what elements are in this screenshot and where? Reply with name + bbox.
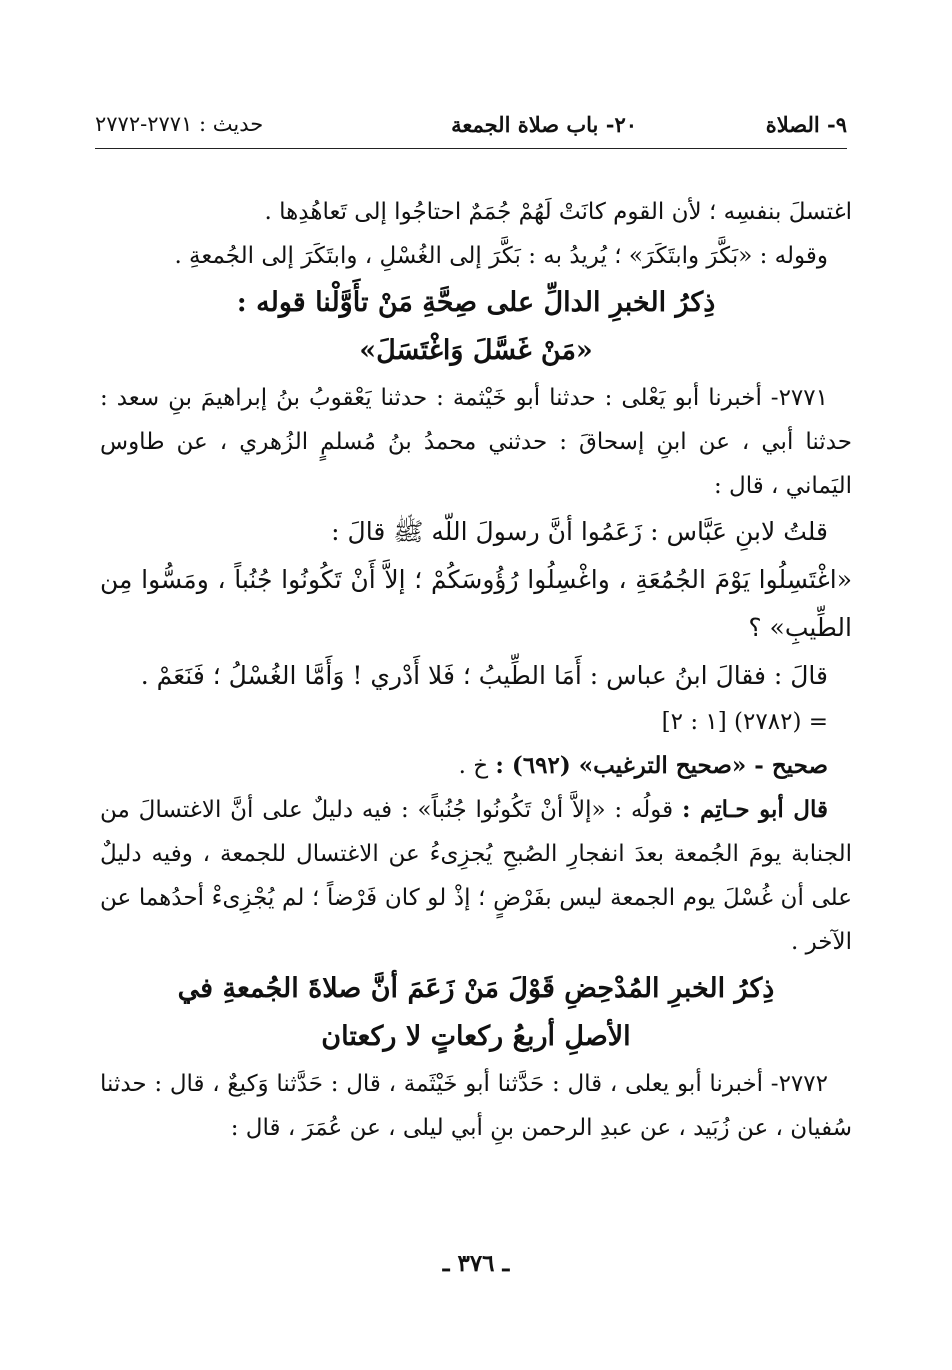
hadith-range: حديث : ٢٧٧١-٢٧٧٢ [95, 112, 264, 136]
paragraph: اغتسلَ بنفسِه ؛ لأن القوم كانَتْ لَهُمْ جُمَمٌ احتاجُوا إلى تَعاهُدِها . [264, 199, 852, 225]
page-header [95, 108, 847, 149]
section-heading: الأصلِ أربعُ ركعاتٍ لا ركعتان [321, 1021, 631, 1052]
hadith-text: قالَ : فقالَ ابنُ عباس : أَمَا الطِّيبُ ؛ فَلا أَدْري ! وَأَمَّا الغُسْلُ ؛ فَنَعَمْ . [140, 661, 828, 690]
hadith-isnad: ٢٧٧٢- أخبرنا أبو يعلى ، قال : حَدَّثنا أبو خَيْثَمة ، قال : حَدَّثنا وَكيعٌ ، قال : حدثنا سُفيان ، عن زُبَيد ، عن عبدِ الرحمن بنِ أبي ليلى ، عن عُمَرَ ، قال : [100, 1071, 852, 1141]
section-title: ٢٠- باب صلاة الجمعة [451, 112, 637, 137]
section-heading: ذِكرُ الخبرِ الدالِّ على صِحَّةِ مَنْ تأَوَّلْنا قوله : [236, 287, 716, 318]
hadith-isnad: ٢٧٧١- أخبرنا أبو يَعْلى : حدثنا أبو خَيْثمة : حدثنا يَعْقوبُ بنُ إبراهيمَ بنِ سعد : حدثنا أبي ، عن ابنِ إسحاقَ : حدثني محمدُ بنُ مُسلمٍ الزُهري ، عن طاوس اليَماني ، قال : [100, 385, 852, 499]
chapter-title: ٩- الصلاة [765, 112, 847, 137]
paragraph: وقوله : «بَكَّرَ وابتَكَرَ» ؛ يُريدُ به : بَكَّرَ إلى الغُسْلِ ، وابتَكَرَ إلى الجُمعةِ . [174, 243, 828, 269]
hadith-text: قلتُ لابنِ عَبَّاس : زَعَمُوا أنَّ رسولَ اللّه ﷺ قالَ : [331, 517, 828, 546]
grading-label: صحيح - «صحيح الترغيب» (٦٩٢) : [495, 752, 828, 779]
grading-source: خ . [458, 753, 489, 779]
hadith-text: «اغْتَسِلُوا يَوْمَ الجُمُعَةِ ، واغْسِلُوا رُؤُوسَكُمْ ؛ إلاَّ أَنْ تَكُونُوا جُنُباً ، ومَسُّوا مِن الطِّيبِ» ؟ [100, 565, 852, 642]
hadith-grading [100, 744, 852, 788]
section-heading: ذِكرُ الخبرِ المُدْحِضِ قَوْلَ مَنْ زَعَمَ أنَّ صلاةَ الجُمعةِ في [177, 973, 775, 1004]
page-body [100, 190, 852, 1150]
commentary [100, 788, 852, 964]
hadith-reference: = (٢٧٨٢) [١ : ٢] [661, 709, 828, 735]
section-heading: «مَنْ غَسَّلَ وَاغْتَسَلَ» [359, 335, 593, 366]
commentary-author: قال أبو حـاتِم : [681, 796, 828, 823]
page-number: ـ ٣٧٦ ـ [442, 1250, 510, 1277]
commentary-text: قولُه : «إلاَّ أنْ تَكُونُوا جُنُباً» : فيه دليلٌ على أنَّ الاغتسالَ من الجنابة يومَ الجُمعة بعدَ انفجارِ الصُبحِ يُجزِىءُ عن الاغتسال للجمعة ، وفيه دليلٌ على أن غُسْلَ يوم الجمعة ليس بفَرْضٍ ؛ إذْ لو كان فَرْضاً ؛ لم يُجْزِىءْ أحدُهما عن الآخر . [100, 797, 852, 955]
